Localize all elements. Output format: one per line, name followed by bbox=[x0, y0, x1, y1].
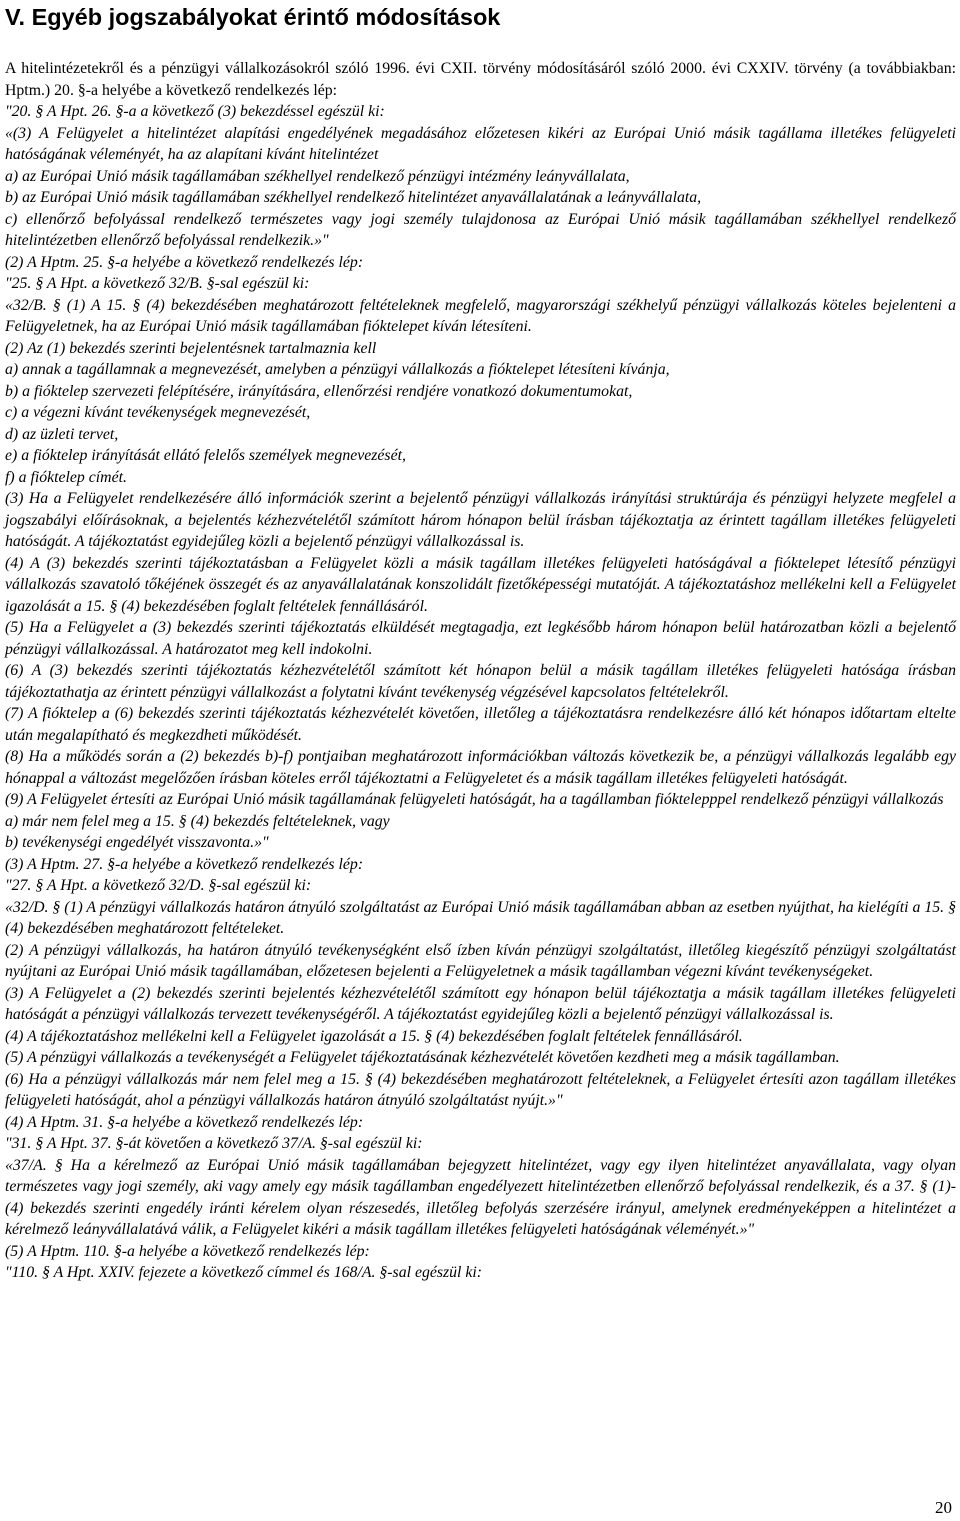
page-number: 20 bbox=[935, 1498, 952, 1517]
paragraph: «32/B. § (1) A 15. § (4) bekezdésében meghatározott feltételeknek megfelelő, magyarországi székhelyű pénzügyi vállalkozás köteles bejelenteni a Felügyeletnek, ha az Európai Unió másik tagállamában fióktelepet kíván létesíteni. bbox=[5, 296, 956, 335]
paragraph: (4) A tájékoztatáshoz mellékelni kell a Felügyelet igazolását a 15. § (4) bekezdésében foglalt feltételek fennállásáról. bbox=[5, 1027, 743, 1045]
list-item: c) ellenőrző befolyással rendelkező természetes vagy jogi személy tulajdonosa az Európai Unió másik tagállamában székhellyel rendelkező hitelintézetben ellenőrző befolyással rendelkezik.»" bbox=[5, 210, 956, 249]
list-item: b) tevékenységi engedélyét visszavonta.»" bbox=[5, 834, 269, 851]
section-heading: V. Egyéb jogszabályokat érintő módosítások bbox=[5, 4, 501, 30]
paragraph: (4) A (3) bekezdés szerinti tájékoztatásban a Felügyelet közli a másik tagállam illetékes felügyeleti hatóságával a fióktelepet létesítő pénzügyi vállalkozás szavatoló tőkéjének összegét és az anyavállalatának konszolidált fizetőképességi mutatóját. A tájékoztatáshoz mellékelni kell a Felügyelet igazolását a 15. § (4) bekezdésében foglalt feltételek fennállásáról. bbox=[5, 554, 956, 615]
paragraph: «37/A. § Ha a kérelmező az Európai Unió másik tagállamában bejegyzett hitelintézet, vagy egy ilyen hitelintézet anyavállalata, vagy olyan természetes vagy jogi személy, aki vagy amely egy másik tagállamban engedélyezett hitelintézetben ellenőrző befolyással rendelkezik, és a 37. § (1)-(4) bekezdés szerinti engedély iránti kérelem olyan részesedés, illetőleg befolyás szerzésére irányul, amelynek eredményeképpen a hitelintézet a kérelmező leányvállalatává válik, a Felügyelet kikéri a másik tagállam illetékes felügyeleti hatóságának véleményét.»" bbox=[5, 1156, 956, 1238]
list-item: d) az üzleti tervet, bbox=[5, 425, 119, 443]
paragraph: A hitelintézetekről és a pénzügyi vállalkozásokról szóló 1996. évi CXII. törvény módosításáról szóló 2000. évi CXXIV. törvény (a továbbiakban: Hptm.) 20. §-a helyébe a következő rendelkezés lép: bbox=[5, 60, 956, 99]
paragraph: (5) A pénzügyi vállalkozás a tevékenységét a Felügyelet tájékoztatásának kézhezvételét követően kezdheti meg a másik tagállamban. bbox=[5, 1049, 840, 1066]
paragraph: «32/D. § (1) A pénzügyi vállalkozás határon átnyúló szolgáltatást az Európai Unió másik tagállamában abban az esetben nyújthat, ha kielégíti a 15. § (4) bekezdésében meghatározott feltételeket. bbox=[5, 898, 956, 937]
paragraph: (3) A Hptm. 27. §-a helyébe a következő rendelkezés lép: bbox=[5, 855, 364, 873]
paragraph: "25. § A Hpt. a következő 32/B. §-sal egészül ki: bbox=[5, 275, 310, 292]
paragraph: (3) Ha a Felügyelet rendelkezésére álló információk szerint a bejelentő pénzügyi vállalkozás irányítási struktúrája és pénzügyi helyzete megfelel a jogszabályi előírásoknak, a bejelentés kézhezvételétől számított három hónapon belül írásban tájékoztatja az érintett tagállam illetékes felügyeleti hatóságát. A tájékoztatást egyidejűleg közli a bejelentő pénzügyi vállalkozással is. bbox=[5, 490, 956, 550]
paragraph: «(3) A Felügyelet a hitelintézet alapítási engedélyének megadásához előzetesen kikéri az Európai Unió másik tagállama illetékes felügyeleti hatóságának véleményét, ha az alapítani kívánt hitelintézet bbox=[5, 124, 956, 163]
list-item: b) a fióktelep szervezeti felépítésére, irányítására, ellenőrzési rendjére vonatkozó dokumentumokat, bbox=[5, 382, 633, 400]
paragraph: "110. § A Hpt. XXIV. fejezete a következő címmel és 168/A. §-sal egészül ki: bbox=[5, 1264, 483, 1281]
paragraph: (4) A Hptm. 31. §-a helyébe a következő rendelkezés lép: bbox=[5, 1113, 364, 1131]
paragraph: "20. § A Hpt. 26. §-a a következő (3) bekezdéssel egészül ki: bbox=[5, 103, 385, 120]
list-item: c) a végezni kívánt tevékenységek megnevezését, bbox=[5, 404, 311, 421]
list-item: f) a fióktelep címét. bbox=[5, 468, 127, 486]
paragraph: (2) Az (1) bekezdés szerinti bejelentésnek tartalmaznia kell bbox=[5, 339, 377, 357]
paragraph: (2) A Hptm. 25. §-a helyébe a következő rendelkezés lép: bbox=[5, 253, 364, 271]
paragraph: (7) A fióktelep a (6) bekezdés szerinti tájékoztatás kézhezvételét követően, illetőleg a tájékoztatásra rendelkezésre álló két hónapos időtartam eltelte után megalapítható és megkezdheti működését. bbox=[5, 705, 956, 744]
paragraph: (3) A Felügyelet a (2) bekezdés szerinti bejelentés kézhezvételétől számított egy hónapon belül tájékoztatja a másik tagállam illetékes felügyeleti hatóságát a pénzügyi vállalkozás tervezett tevékenységéről. A tájékoztatást egyidejűleg közli a bejelentő pénzügyi vállalkozással is. bbox=[5, 984, 956, 1023]
paragraph: (5) Ha a Felügyelet a (3) bekezdés szerinti tájékoztatás elküldését megtagadja, ezt legkésőbb három hónapon belül határozatban közli a bejelentő pénzügyi vállalkozással. A határozatot meg kell indokolni. bbox=[5, 619, 956, 658]
paragraph: (8) Ha a működés során a (2) bekezdés b)-f) pontjaiban meghatározott információkban változás következik be, a pénzügyi vállalkozás legalább egy hónappal a változást megelőzően írásban köteles erről tájékoztatni a Felügyeletet és a másik tagállam illetékes felügyeleti hatóságát. bbox=[5, 748, 956, 787]
paragraph: (6) Ha a pénzügyi vállalkozás már nem felel meg a 15. § (4) bekezdésében meghatározott feltételeknek, a Felügyelet értesíti azon tagállam illetékes felügyeleti hatóságát, ahol a pénzügyi vállalkozás határon átnyúló szolgáltatást nyújt.»" bbox=[5, 1070, 956, 1109]
paragraph: (6) A (3) bekezdés szerinti tájékoztatás kézhezvételétől számított két hónapon belül a másik tagállam illetékes felügyeleti hatósága írásban tájékoztathatja az érintett pénzügyi vállalkozást a folytatni kívánt tevékenység végzésével kapcsolatos feltételekről. bbox=[5, 662, 956, 701]
paragraph: (9) A Felügyelet értesíti az Európai Unió másik tagállamának felügyeleti hatóságát, ha a tagállamban fióktelepppel rendelkező pénzügyi vállalkozás bbox=[5, 791, 944, 808]
paragraph: (5) A Hptm. 110. §-a helyébe a következő rendelkezés lép: bbox=[5, 1242, 370, 1260]
list-item: a) annak a tagállamnak a megnevezését, amelyben a pénzügyi vállalkozás a fióktelepet létesíteni kívánja, bbox=[5, 361, 670, 378]
body-text bbox=[5, 58, 956, 1284]
paragraph: "27. § A Hpt. a következő 32/D. §-sal egészül ki: bbox=[5, 877, 312, 894]
paragraph: "31. § A Hpt. 37. §-át követően a következő 37/A. §-sal egészül ki: bbox=[5, 1135, 423, 1152]
list-item: b) az Európai Unió másik tagállamában székhellyel rendelkező hitelintézet anyavállalatának a leányvállalata, bbox=[5, 189, 702, 206]
list-item: a) az Európai Unió másik tagállamában székhellyel rendelkező pénzügyi intézmény leányvállalata, bbox=[5, 167, 630, 185]
list-item: a) már nem felel meg a 15. § (4) bekezdés feltételeknek, vagy bbox=[5, 812, 390, 830]
list-item: e) a fióktelep irányítását ellátó felelős személyek megnevezését, bbox=[5, 447, 406, 464]
document-page bbox=[5, 0, 956, 1284]
paragraph: (2) A pénzügyi vállalkozás, ha határon átnyúló tevékenységként első ízben kíván pénzügyi szolgáltatást, illetőleg kiegészítő pénzügyi szolgáltatást nyújtani az Európai Unió másik tagállamában, előzetesen bejelenti a Felügyeletnek a másik tagállamban végezni kívánt tevékenységeket. bbox=[5, 941, 956, 980]
